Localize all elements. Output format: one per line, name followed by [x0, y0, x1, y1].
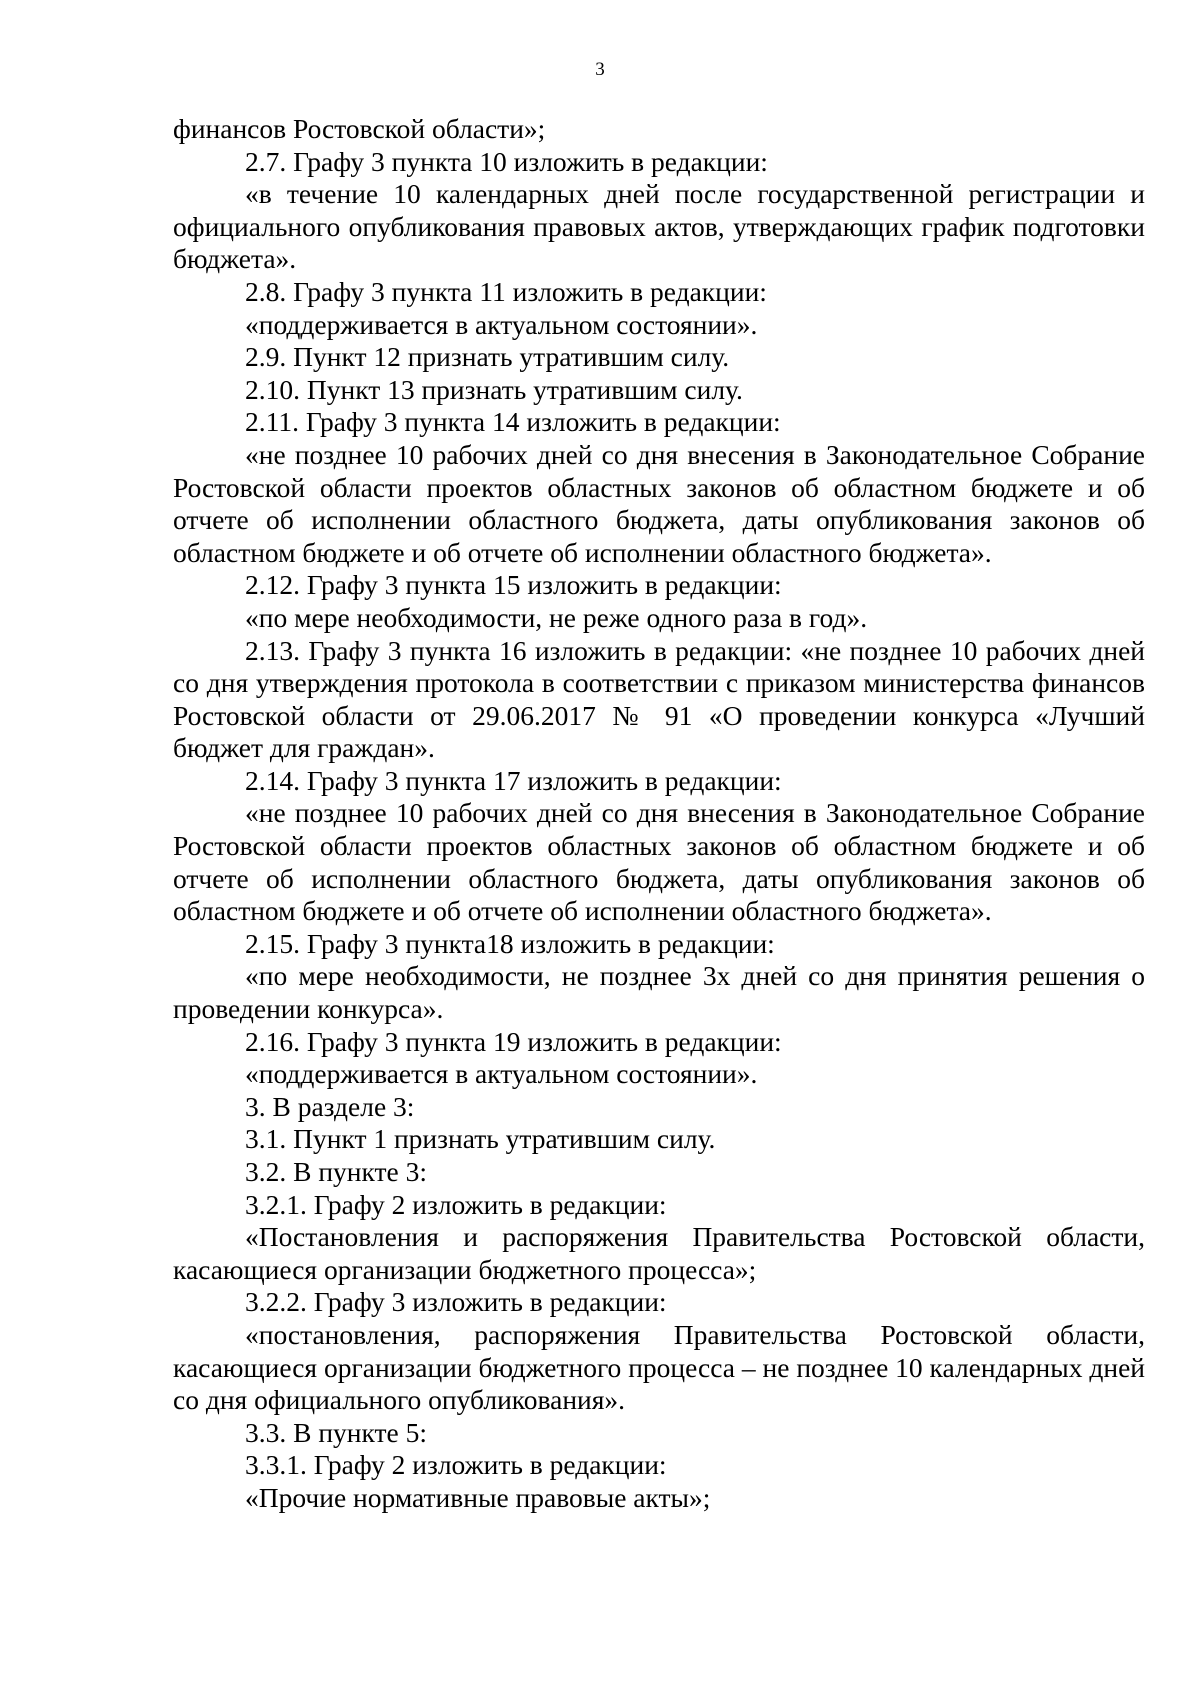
paragraph: 2.13. Графу 3 пункта 16 изложить в редакции: «не позднее 10 рабочих дней со дня утверждения протокола в соответствии с приказом министерства финансов Ростовской области от 29.06.2017 № 91 «О проведении конкурса «Лучший бюджет для граждан».: [173, 634, 1145, 764]
paragraph: 3.2.1. Графу 2 изложить в редакции:: [245, 1188, 667, 1220]
paragraph: «не позднее 10 рабочих дней со дня внесения в Законодательное Собрание Ростовской области проектов областных законов об областном бюджете и об отчете об исполнении областного бюджета, даты опубликования законов об областном бюджете и об отчете об исполнении областного бюджета».: [173, 438, 1145, 568]
paragraph: «Прочие нормативные правовые акты»;: [245, 1481, 711, 1513]
paragraph: 2.7. Графу 3 пункта 10 изложить в редакции:: [245, 145, 768, 177]
paragraph: 3.3. В пункте 5:: [245, 1416, 428, 1448]
paragraph: 3.2.2. Графу 3 изложить в редакции:: [245, 1286, 667, 1318]
document-body: [173, 113, 1145, 1515]
paragraph: 2.16. Графу 3 пункта 19 изложить в редакции:: [245, 1025, 782, 1057]
paragraph: 2.8. Графу 3 пункта 11 изложить в редакции:: [245, 275, 767, 307]
paragraph: 3.3.1. Графу 2 изложить в редакции:: [245, 1449, 667, 1481]
paragraph: 3.1. Пункт 1 признать утратившим силу.: [245, 1123, 716, 1155]
paragraph: 2.11. Графу 3 пункта 14 изложить в редакции:: [245, 406, 781, 438]
paragraph: «по мере необходимости, не позднее 3х дней со дня принятия решения о проведении конкурса».: [173, 960, 1145, 1025]
paragraph: 2.10. Пункт 13 признать утратившим силу.: [245, 373, 743, 405]
paragraph: «по мере необходимости, не реже одного раза в год».: [245, 601, 868, 633]
paragraph: 3.2. В пункте 3:: [245, 1156, 428, 1187]
paragraph: 2.15. Графу 3 пункта18 изложить в редакции:: [245, 927, 775, 959]
paragraph: «поддерживается в актуальном состоянии».: [245, 308, 758, 340]
paragraph: «не позднее 10 рабочих дней со дня внесения в Законодательное Собрание Ростовской области проектов областных законов об областном бюджете и об отчете об исполнении областного бюджета, даты опубликования законов об областном бюджете и об отчете об исполнении областного бюджета».: [173, 797, 1145, 927]
page-number: 3: [595, 59, 605, 80]
paragraph: 2.12. Графу 3 пункта 15 изложить в редакции:: [245, 569, 782, 601]
paragraph: «в течение 10 календарных дней после государственной регистрации и официального опубликования правовых актов, утверждающих график подготовки бюджета».: [173, 178, 1145, 275]
paragraph: 2.9. Пункт 12 признать утратившим силу.: [245, 341, 730, 373]
paragraph: «поддерживается в актуальном состоянии».: [245, 1058, 758, 1090]
paragraph: финансов Ростовской области»;: [173, 113, 546, 144]
paragraph: «постановления, распоряжения Правительства Ростовской области, касающиеся организации бюджетного процесса – не позднее 10 календарных дней со дня официального опубликования».: [173, 1318, 1145, 1416]
paragraph: «Постановления и распоряжения Правительства Ростовской области, касающиеся организации бюджетного процесса»;: [173, 1221, 1145, 1285]
paragraph: 2.14. Графу 3 пункта 17 изложить в редакции:: [245, 764, 782, 796]
paragraph: 3. В разделе 3:: [245, 1090, 415, 1122]
